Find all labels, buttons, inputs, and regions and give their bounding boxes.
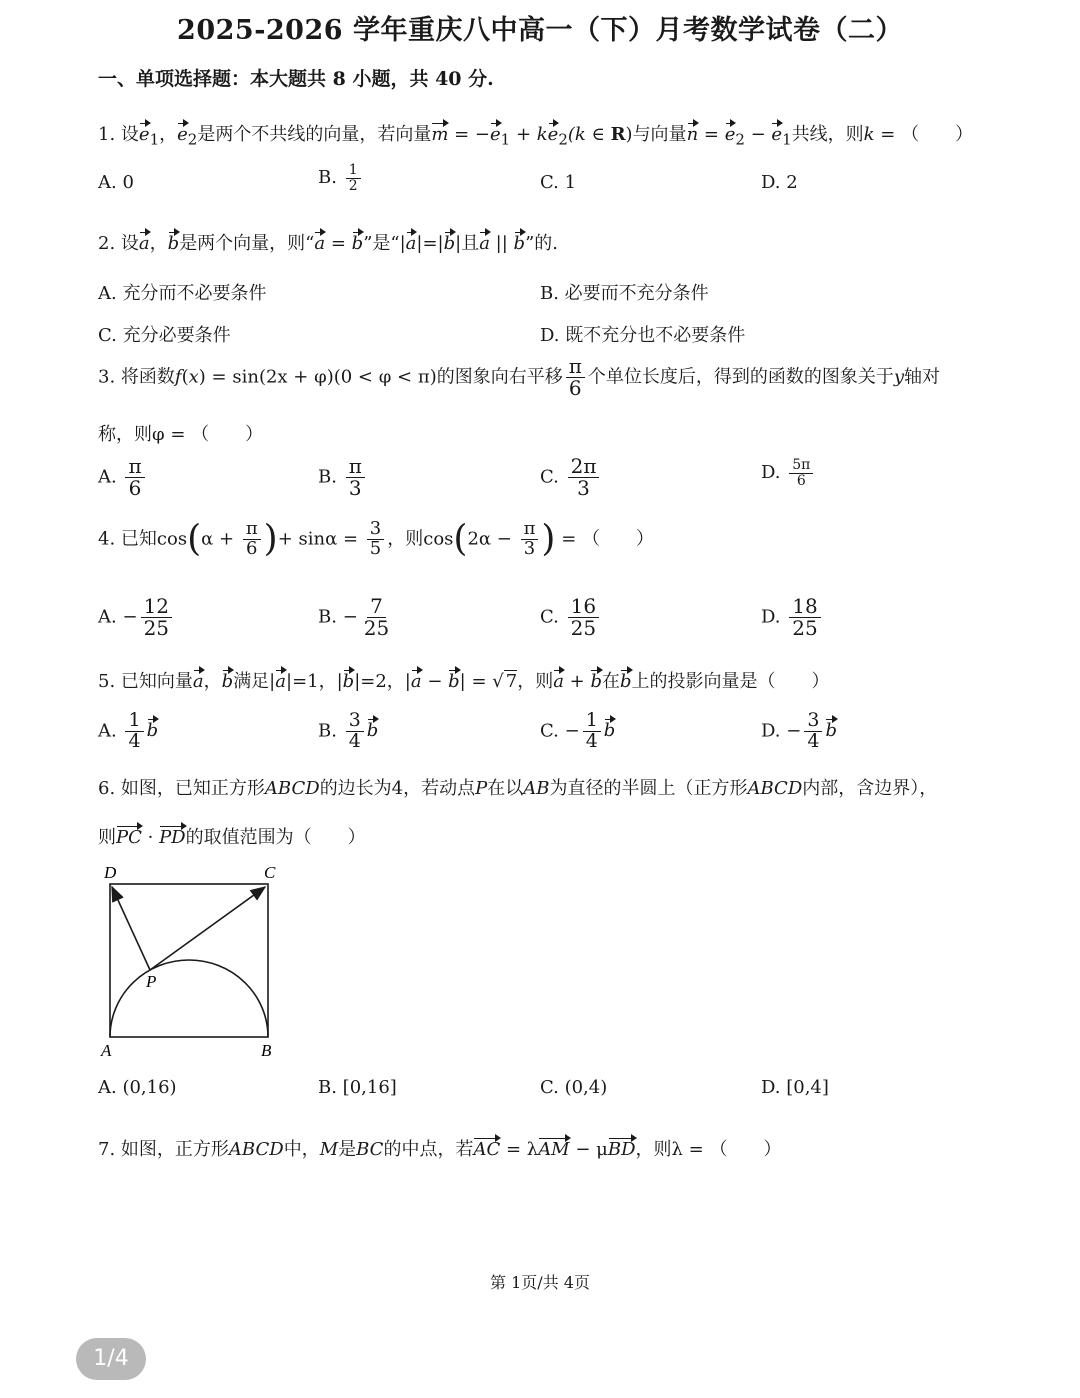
q1-option-a[interactable]: A. 0 bbox=[98, 172, 134, 193]
q6-option-a[interactable]: A. (0,16) bbox=[98, 1077, 177, 1098]
semicircle-ab bbox=[110, 960, 268, 1037]
q6-number: 6. bbox=[98, 778, 116, 799]
q2-number: 2. bbox=[98, 233, 116, 254]
label-c: C bbox=[264, 863, 276, 882]
q4-option-b[interactable]: B. − $\frac{7}{25}$ bbox=[318, 594, 390, 640]
q5-option-a[interactable]: A. $\frac{1}{4}$ b bbox=[98, 709, 159, 752]
exam-title: 2025-2026 学年重庆八中高一（下）月考数学试卷（二） bbox=[177, 15, 903, 46]
page-indicator[interactable]: 1/4 bbox=[76, 1338, 146, 1380]
q1-number: 1. bbox=[98, 124, 116, 145]
q4-option-a[interactable]: A. − $\frac{12}{25}$ bbox=[98, 596, 175, 639]
q6-option-c[interactable]: C. (0,4) bbox=[540, 1077, 608, 1098]
q1-option-d[interactable]: D. 2 bbox=[761, 172, 798, 193]
q2-option-c[interactable]: C. 充分必要条件 bbox=[98, 325, 231, 346]
q1-option-b[interactable]: B. $\frac{1}{2}$ bbox=[318, 163, 364, 193]
question-2: 2. 设a，b是两个向量，则“a = b”是“|a|=|b|且a || b”的. bbox=[98, 233, 558, 254]
q2-option-b[interactable]: B. 必要而不充分条件 bbox=[540, 283, 709, 304]
vector-pd bbox=[112, 887, 150, 970]
question-5: 5. 已知向量a，b满足|a|=1，|b|=2，|a − b| = √ 7，则a + b在b上的投影向量是（ ） bbox=[98, 671, 830, 692]
q3-option-a[interactable]: A. $\frac{\pi}{6}$ bbox=[98, 456, 148, 499]
label-d: D bbox=[104, 863, 117, 882]
q4-option-c[interactable]: C. $\frac{16}{25}$ bbox=[540, 596, 602, 639]
question-7: 7. 如图，正方形ABCD中，M是BC的中点，若AC = λAM − μBD，则λ = （ ） bbox=[98, 1139, 782, 1160]
q4-option-d[interactable]: D. $\frac{18}{25}$ bbox=[761, 596, 824, 639]
q2-option-d[interactable]: D. 既不充分也不必要条件 bbox=[540, 325, 746, 346]
question-3-line-2: 称，则φ = （ ） bbox=[98, 424, 264, 445]
vector-pc bbox=[150, 887, 265, 970]
square-semicircle-diagram bbox=[96, 860, 296, 1065]
q3-option-c[interactable]: C. $\frac{2\pi}{3}$ bbox=[540, 456, 602, 499]
q6-option-b[interactable]: B. [0,16] bbox=[318, 1077, 397, 1098]
q5-option-c[interactable]: C. − $\frac{1}{4}$ b bbox=[540, 709, 616, 752]
q5-number: 5. bbox=[98, 671, 116, 692]
question-1: 1. 设$e_1$，$e_2$是两个不共线的向量，若向量$m = -e_1 + ke_2(k$ ∈ R)与向量$n = e_2 - e_1$共线，则k = （ ） bbox=[98, 124, 974, 149]
label-p: P bbox=[146, 972, 157, 991]
question-3: 3. 将函数f(x) = sin(2x + φ)(0 < φ < π)的图象向右平移 $\frac{\pi}{6}$ 个单位长度后，得到的函数的图象关于y轴对 bbox=[98, 354, 941, 400]
page-footer: 第 1页/共 4页 bbox=[490, 1273, 590, 1292]
q5-option-b[interactable]: B. $\frac{3}{4}$ b bbox=[318, 709, 379, 752]
q2-option-a[interactable]: A. 充分而不必要条件 bbox=[98, 283, 267, 304]
q7-number: 7. bbox=[98, 1139, 116, 1160]
q5-option-d[interactable]: D. − $\frac{3}{4}$ b bbox=[761, 709, 837, 752]
question-4: 4. 已知cos(α + $\frac{\pi}{6}$ )+ sinα = $\frac{3}{5}$ ，则cos(2α − $\frac{\pi}{3}$ ) = （ ） bbox=[98, 518, 654, 560]
question-6: 6. 如图，已知正方形ABCD的边长为4，若动点P在以AB为直径的半圆上（正方形ABCD内部，含边界）， bbox=[98, 778, 938, 799]
label-b: B bbox=[261, 1041, 272, 1060]
question-6-line-2: 则PC · PD的取值范围为（ ） bbox=[98, 827, 366, 848]
q3-number: 3. bbox=[98, 366, 116, 388]
q1-option-c[interactable]: C. 1 bbox=[540, 172, 577, 193]
q3-option-d[interactable]: D. $\frac{5\pi}{6}$ bbox=[761, 458, 816, 488]
q3-option-b[interactable]: B. $\frac{\pi}{3}$ bbox=[318, 456, 368, 499]
q6-option-d[interactable]: D. [0,4] bbox=[761, 1077, 829, 1098]
section-heading: 一、单项选择题：本大题共 8 小题，共 40 分. bbox=[98, 68, 494, 90]
label-a: A bbox=[101, 1041, 112, 1060]
q4-number: 4. bbox=[98, 528, 116, 550]
